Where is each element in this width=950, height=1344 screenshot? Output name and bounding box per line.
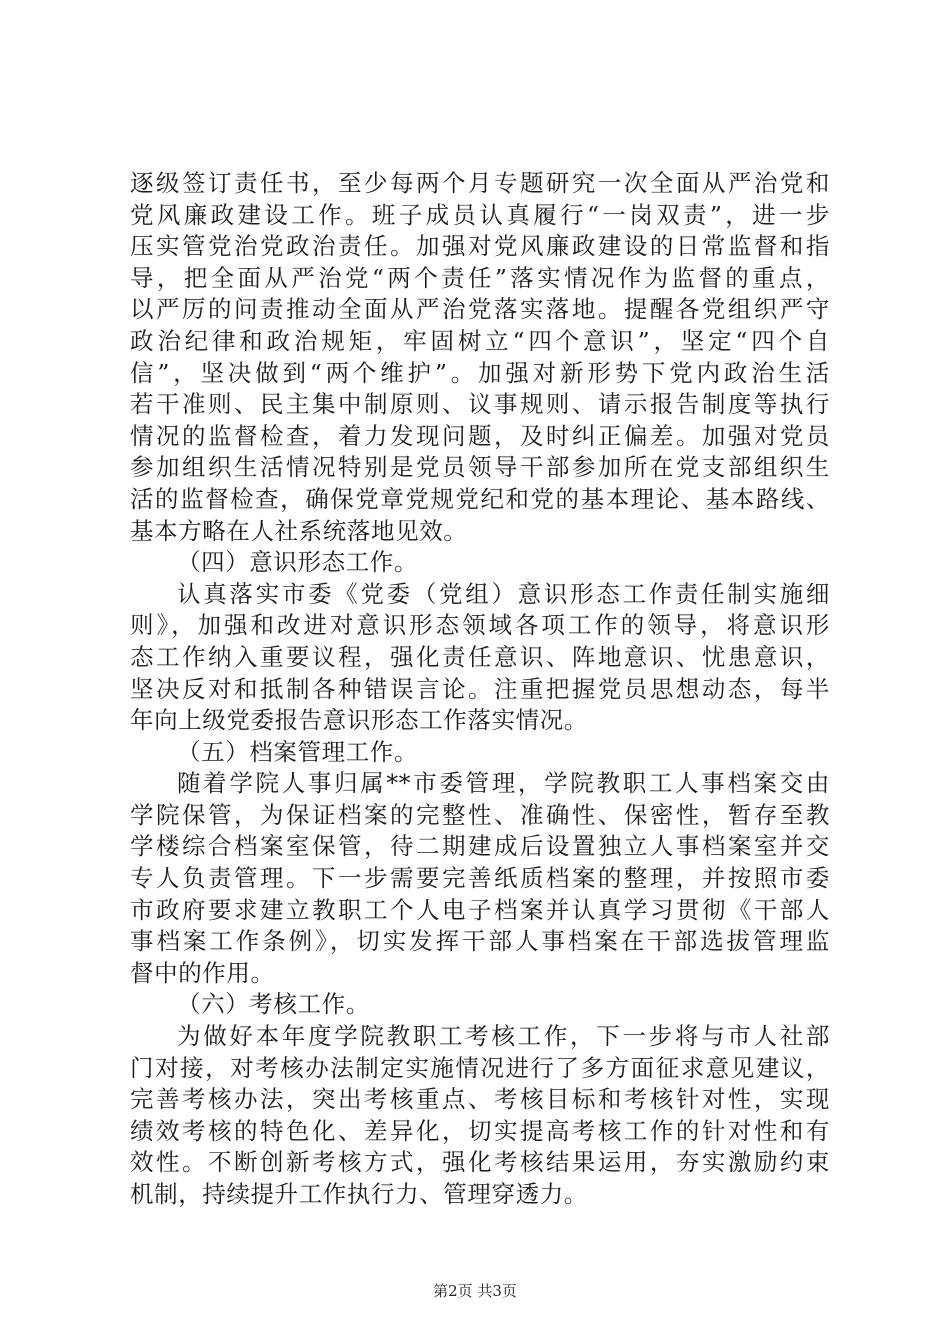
paragraph-line: 以严厉的问责推动全面从严治党落实落地。提醒各党组织严守 <box>130 295 830 324</box>
body-paragraph <box>130 1021 830 1211</box>
paragraph-line: 基本方略在人社系统落地见效。 <box>130 516 468 545</box>
paragraph-line: 压实管党治党政治责任。加强对党风廉政建设的日常监督和指 <box>130 232 830 261</box>
paragraph-line: 学院保管，为保证档案的完整性、准确性、保密性，暂存至教 <box>130 800 830 829</box>
paragraph-line: 党风廉政建设工作。班子成员认真履行“一岗双责”，进一步 <box>130 200 830 229</box>
paragraph-line: 若干准则、民主集中制原则、议事规则、请示报告制度等执行 <box>130 390 830 419</box>
section-heading: （五）档案管理工作。 <box>177 737 418 766</box>
paragraph-line: 专人负责管理。下一步需要完善纸质档案的整理，并按照市委 <box>130 864 830 893</box>
paragraph-line: 导，把全面从严治党“两个责任”落实情况作为监督的重点， <box>130 263 830 292</box>
page-footer: 第2页 共3页 <box>433 1282 517 1300</box>
paragraph-line: 坚决反对和抵制各种错误言论。注重把握党员思想动态，每半 <box>130 674 830 703</box>
body-paragraph <box>130 579 830 737</box>
paragraph-line: 学楼综合档案室保管，待二期建成后设置独立人事档案室并交 <box>130 832 830 861</box>
paragraph-line: 机制，持续提升工作执行力、管理穿透力。 <box>130 1180 588 1208</box>
paragraph-line: 逐级签订责任书，至少每两个月专题研究一次全面从严治党和 <box>130 169 830 197</box>
paragraph-line: 督中的作用。 <box>130 958 275 987</box>
paragraph-line: 认真落实市委《党委（党组）意识形态工作责任制实施细 <box>177 579 830 608</box>
paragraph-line: 随着学院人事归属**市委管理，学院教职工人事档案交由 <box>177 769 830 798</box>
paragraph-line: 参加组织生活情况特别是党员领导干部参加所在党支部组织生 <box>130 453 830 482</box>
paragraph-line: 信”，坚决做到“两个维护”。加强对新形势下党内政治生活 <box>130 358 830 387</box>
paragraph-line: 市政府要求建立教职工个人电子档案并认真学习贯彻《干部人 <box>130 895 830 924</box>
paragraph-line: 事档案工作条例》，切实发挥干部人事档案在干部选拔管理监 <box>130 927 830 956</box>
paragraph-line: 则》，加强和改进对意识形态领域各项工作的领导，将意识形 <box>130 611 830 640</box>
document-body <box>130 168 830 1211</box>
paragraph-line: 活的监督检查，确保党章党规党纪和党的基本理论、基本路线、 <box>130 484 830 513</box>
paragraph-line: 态工作纳入重要议程，强化责任意识、阵地意识、忧患意识， <box>130 642 830 671</box>
section-heading: （六）考核工作。 <box>177 990 370 1019</box>
paragraph-line: 效性。不断创新考核方式，强化考核结果运用，夯实激励约束 <box>130 1148 830 1177</box>
paragraph-line: 门对接，对考核办法制定实施情况进行了多方面征求意见建议， <box>130 1053 830 1082</box>
paragraph-line: 政治纪律和政治规矩，牢固树立“四个意识”，坚定“四个自 <box>130 326 830 355</box>
paragraph-line: 绩效考核的特色化、差异化，切实提高考核工作的针对性和有 <box>130 1116 830 1145</box>
section-heading: （四）意识形态工作。 <box>177 548 418 577</box>
paragraph-line: 为做好本年度学院教职工考核工作，下一步将与市人社部 <box>177 1022 830 1051</box>
paragraph-line: 完善考核办法，突出考核重点、考核目标和考核针对性，实现 <box>130 1085 830 1114</box>
paragraph-line: 年向上级党委报告意识形态工作落实情况。 <box>130 706 588 735</box>
body-paragraph <box>130 768 830 989</box>
body-paragraph <box>130 168 830 547</box>
paragraph-line: 情况的监督检查，着力发现问题，及时纠正偏差。加强对党员 <box>130 421 830 450</box>
